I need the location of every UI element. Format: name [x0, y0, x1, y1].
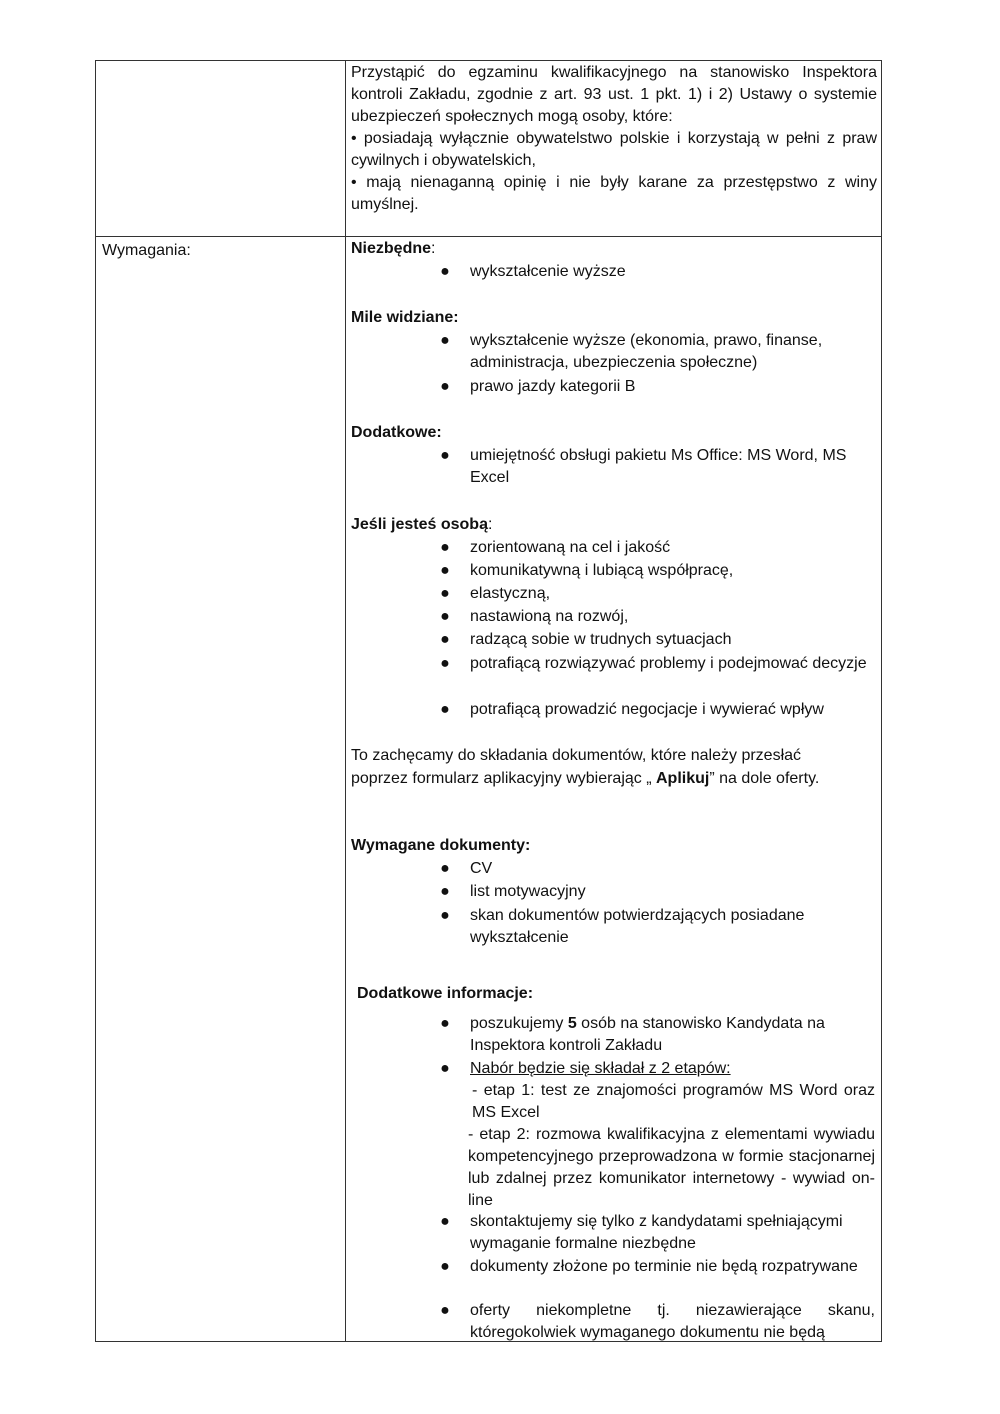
requirements-label: Wymagania:: [102, 242, 191, 259]
preferred-heading: Mile widziane:: [351, 309, 459, 326]
person-heading: Jeśli jesteś osobą:: [351, 516, 493, 533]
invite-line: poprzez formularz aplikacyjny wybierając „ Aplikuj” na dole oferty.: [351, 770, 820, 787]
stage-item: - etap 2: rozmowa kwalifikacyjna z elementami wywiadu kompetencyjnego przeprowadzona w formie stacjonarnej lub zdalnej przez komunikator internetowy - wywiad on-line: [468, 1126, 875, 1209]
invite-line: To zachęcamy do składania dokumentów, które należy przesłać: [351, 747, 802, 764]
stage-item: - etap 1: test ze znajomości programów MS Word oraz MS Excel: [472, 1082, 875, 1121]
info-heading: Dodatkowe informacje:: [357, 985, 534, 1002]
required-heading: Niezbędne:: [351, 240, 436, 257]
eligibility-paragraph: Przystąpić do egzaminu kwalifikacyjnego na stanowisko Inspektora kontroli Zakładu, zgodnie z art. 93 ust. 1 pkt. 1) i 2) Ustawy o systemie ubezpieczeń społecznych mogą osoby, które:: [351, 64, 877, 125]
documents-heading: Wymagane dokumenty:: [351, 837, 531, 854]
row-divider: [95, 236, 882, 237]
eligibility-item: • posiadają wyłącznie obywatelstwo polskie i korzystają w pełni z praw cywilnych i obywatelskich,: [351, 130, 877, 169]
additional-heading: Dodatkowe:: [351, 424, 442, 441]
eligibility-item: • mają nienaganną opinię i nie były karane za przestępstwo z winy umyślnej.: [351, 174, 877, 213]
column-divider: [345, 60, 346, 1342]
